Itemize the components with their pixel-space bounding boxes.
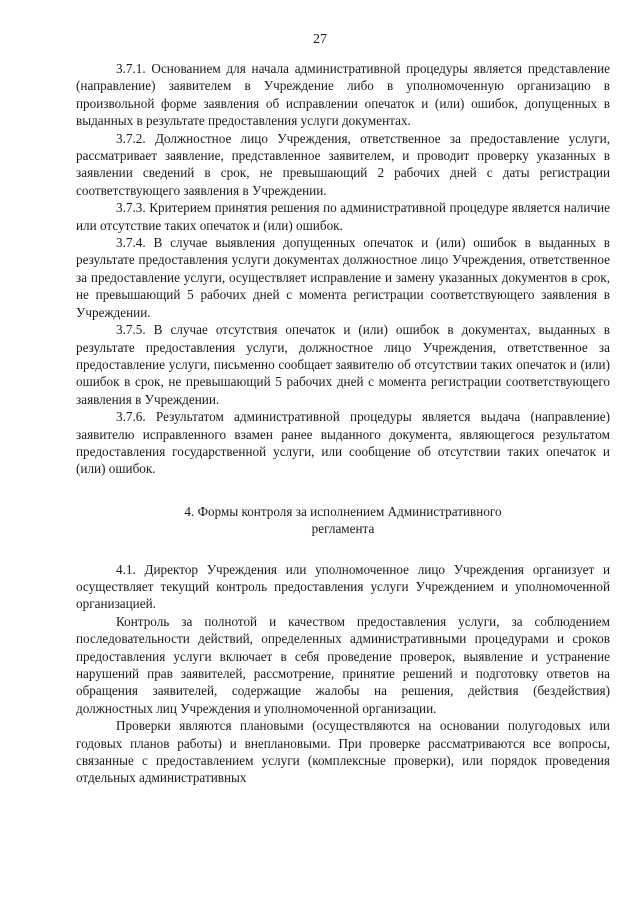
section-4-heading-line-1: 4. Формы контроля за исполнением Административного [184,503,502,519]
section-4-heading-line-2: регламента [311,521,375,537]
paragraph-control: Контроль за полнотой и качеством предоставления услуги, за соблюдением последовательности действий, определенных административными процедурами и сроков предоставления услуги включает в себя проведение проверок, выявление и устранение нарушений прав заявителей, рассмотрение, принятие решений и подготовку ответов на обращения заявителей, содержащие жалобы на решения, действия (бездействия) должностных лиц Учреждения и уполномоченной организации. [76,613,610,716]
paragraph-3-7-5: 3.7.5. В случае отсутствия опечаток и (или) ошибок в документах, выданных в результате предоставления услуги, должностное лицо Учреждения, ответственное за предоставление услуги, письменно сообщает заявителю об отсутствии таких опечаток и (или) ошибок в срок, не превышающий 5 рабочих дней с момента регистрации соответствующего заявления в Учреждении. [76,322,610,407]
paragraph-3-7-4: 3.7.4. В случае выявления допущенных опечаток и (или) ошибок в выданных в результате предоставления услуги документах должностное лицо Учреждения, ответственное за предоставление услуги, осуществляет исправление и замену указанных документов в срок, не превышающий 5 рабочих дней с момента регистрации соответствующего заявления в Учреждении. [76,235,610,320]
section-4-heading [76,503,610,538]
document-body [76,60,610,787]
paragraph-3-7-6: 3.7.6. Результатом административной процедуры является выдача (направление) заявителю исправленного взамен ранее выданного документа, являющегося результатом предоставления государственной услуги, или сообщение об отсутствии таких опечаток и (или) ошибок. [76,409,610,477]
paragraph-3-7-2: 3.7.2. Должностное лицо Учреждения, ответственное за предоставление услуги, рассматривает заявление, представленное заявителем, и проводит проверку указанных в заявлении сведений в срок, не превышающий 2 рабочих дней с даты регистрации соответствующего заявления в Учреждении. [76,130,610,198]
paragraph-3-7-1: 3.7.1. Основанием для начала административной процедуры является представление (направление) заявителем в Учреждение либо в уполномоченную организацию в произвольной форме заявления об исправлении опечаток и (или) ошибок, допущенных в выданных в результате предоставления услуги документах. [76,61,610,129]
page-number: 27 [313,32,327,47]
paragraph-inspections: Проверки являются плановыми (осуществляются на основании полугодовых или годовых планов работы) и внеплановыми. При проверке рассматриваются все вопросы, связанные с предоставлением услуги (комплексные проверки), или порядок проведения отдельных административных [76,718,610,786]
paragraph-3-7-3: 3.7.3. Критерием принятия решения по административной процедуре является наличие или отсутствие таких опечаток и (или) ошибок. [76,200,610,233]
paragraph-4-1: 4.1. Директор Учреждения или уполномоченное лицо Учреждения организует и осуществляет текущий контроль предоставления услуги Учреждением и уполномоченной организацией. [76,561,610,612]
